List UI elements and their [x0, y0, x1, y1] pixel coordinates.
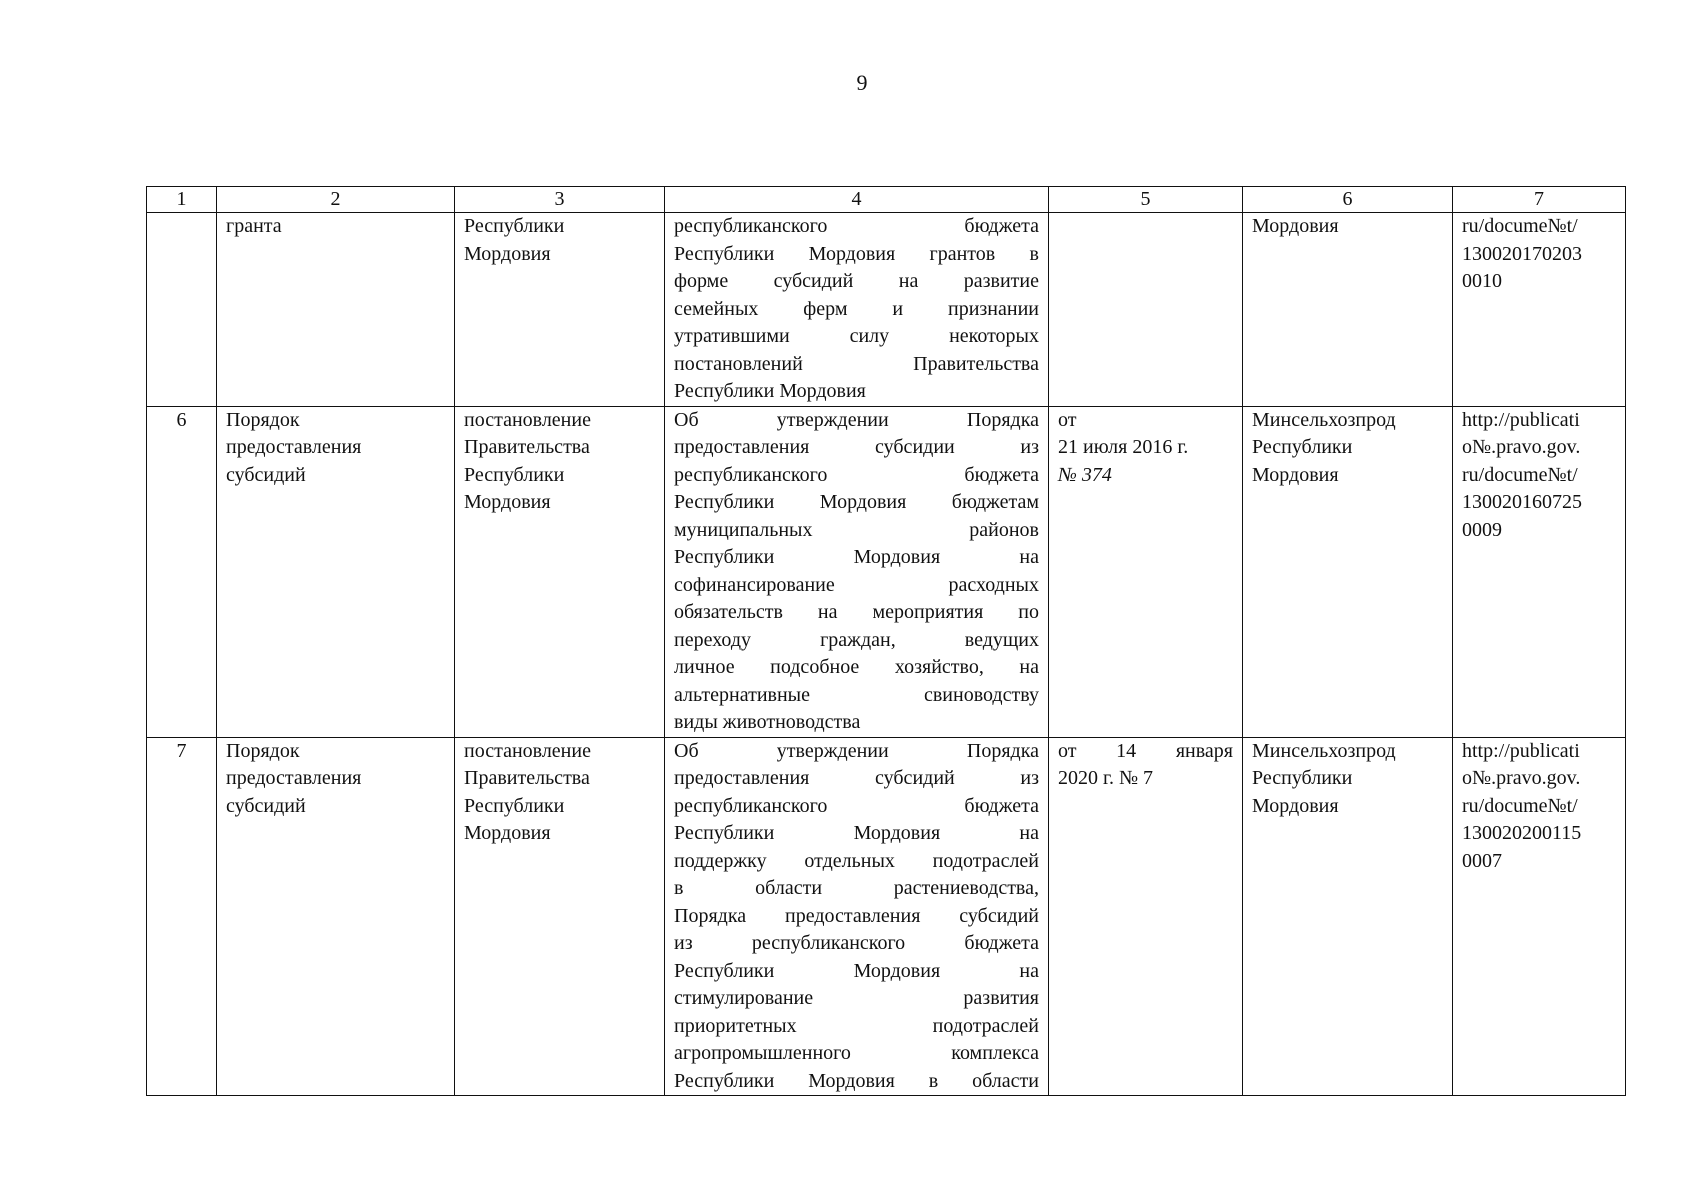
name-line: Порядок [226, 408, 300, 431]
table-row [147, 406, 1626, 737]
link-line: ru/docume№t/ [1462, 794, 1578, 817]
column-header: 1 [147, 187, 217, 213]
row-number-cell: 7 [147, 737, 217, 1096]
column-header: 3 [455, 187, 665, 213]
link-line: ru/docume№t/ [1462, 215, 1578, 237]
title-line: личное подсобное хозяйство, на [674, 656, 1039, 678]
date-cell [1049, 737, 1243, 1096]
name-line: гранта [226, 215, 282, 237]
date-cell [1049, 213, 1243, 407]
link-line: 0009 [1462, 518, 1502, 541]
title-line: Республики Мордовия в области [674, 1069, 1039, 1092]
doc-type-line: Республики [464, 215, 565, 237]
table-header-row [147, 187, 1626, 213]
title-line: Об утверждении Порядка [674, 408, 1039, 431]
title-line: форме субсидий на развитие [674, 270, 1039, 292]
link-cell [1453, 737, 1626, 1096]
date-line: от [1058, 408, 1077, 431]
link-line: 0007 [1462, 849, 1502, 872]
title-line: софинансирование расходных [674, 573, 1039, 596]
title-line: переходу граждан, ведущих [674, 628, 1039, 651]
title-line: Республики Мордовия на [674, 959, 1039, 982]
title-line: Республики Мордовия [674, 380, 866, 402]
link-cell [1453, 406, 1626, 737]
title-cell [665, 406, 1049, 737]
doc-type-line: Республики [464, 463, 565, 486]
doc-type-line: Правительства [464, 436, 590, 458]
title-line: семейных ферм и признании [674, 297, 1039, 320]
title-line: республиканского бюджета [674, 463, 1039, 486]
link-line: o№.pravo.gov. [1462, 767, 1581, 789]
title-line: республиканского бюджета [674, 794, 1039, 817]
table-row [147, 213, 1626, 407]
column-header: 6 [1243, 187, 1453, 213]
title-line: Республики Мордовия на [674, 546, 1039, 568]
link-line: http://publicati [1462, 739, 1580, 762]
title-line: утратившими силу некоторых [674, 325, 1039, 347]
date-line: от 14 января [1058, 739, 1233, 762]
title-line: альтернативные свиноводству [674, 683, 1039, 706]
link-line: http://publicati [1462, 408, 1580, 431]
date-line: 2020 г. № 7 [1058, 767, 1154, 789]
column-header: 4 [665, 187, 1049, 213]
title-line: приоритетных подотраслей [674, 1014, 1039, 1037]
title-line: предоставления субсидии из [674, 436, 1039, 458]
table-row [147, 737, 1626, 1096]
doc-type-line: Мордовия [464, 242, 551, 265]
agency-cell [1243, 406, 1453, 737]
title-cell [665, 213, 1049, 407]
title-line: из республиканского бюджета [674, 932, 1039, 954]
doc-type-cell [455, 406, 665, 737]
column-header: 7 [1453, 187, 1626, 213]
doc-type-cell [455, 737, 665, 1096]
name-line: субсидий [226, 794, 306, 817]
agency-line: Мордовия [1252, 215, 1339, 237]
row-number-cell [147, 213, 217, 407]
name-cell [217, 213, 455, 407]
date-line: 21 июля 2016 г. [1058, 436, 1189, 458]
agency-line: Мордовия [1252, 794, 1339, 817]
title-cell [665, 737, 1049, 1096]
name-cell [217, 406, 455, 737]
agency-line: Республики [1252, 767, 1353, 789]
title-line: агропромышленного комплекса [674, 1042, 1039, 1064]
name-line: предоставления [226, 767, 362, 789]
title-line: Об утверждении Порядка [674, 739, 1039, 762]
doc-type-line: постановление [464, 408, 591, 431]
title-line: предоставления субсидий из [674, 767, 1039, 789]
agency-cell [1243, 213, 1453, 407]
doc-type-line: Республики [464, 794, 565, 817]
title-line: обязательств на мероприятия по [674, 601, 1039, 623]
doc-type-line: Правительства [464, 767, 590, 789]
title-line: Республики Мордовия на [674, 822, 1039, 844]
link-line: 130020170203 [1462, 242, 1582, 265]
date-cell [1049, 406, 1243, 737]
title-line: поддержку отдельных подотраслей [674, 849, 1039, 872]
agency-cell [1243, 737, 1453, 1096]
row-number-cell: 6 [147, 406, 217, 737]
link-line: 130020200115 [1462, 822, 1582, 844]
title-line: постановлений Правительства [674, 352, 1039, 375]
title-line: стимулирование развития [674, 987, 1039, 1009]
link-cell [1453, 213, 1626, 407]
doc-type-cell [455, 213, 665, 407]
agency-line: Минсельхозпрод [1252, 739, 1396, 762]
agency-line: Республики [1252, 436, 1353, 458]
title-line: муниципальных районов [674, 518, 1039, 541]
doc-type-line: Мордовия [464, 822, 551, 844]
name-cell [217, 737, 455, 1096]
title-line: виды животноводства [674, 711, 861, 733]
title-line: Республики Мордовия бюджетам [674, 491, 1039, 513]
agency-line: Мордовия [1252, 463, 1339, 486]
name-line: субсидий [226, 463, 306, 486]
title-line: республиканского бюджета [674, 215, 1039, 237]
link-line: ru/docume№t/ [1462, 463, 1578, 486]
link-line: 130020160725 [1462, 491, 1582, 513]
link-line: o№.pravo.gov. [1462, 436, 1581, 458]
agency-line: Минсельхозпрод [1252, 408, 1396, 431]
document-table [146, 186, 1626, 1096]
date-line: № 374 [1058, 463, 1112, 486]
name-line: предоставления [226, 436, 362, 458]
name-line: Порядок [226, 739, 300, 762]
title-line: в области растениеводства, [674, 877, 1039, 899]
doc-type-line: Мордовия [464, 491, 551, 513]
page-number: 9 [856, 70, 868, 95]
doc-type-line: постановление [464, 739, 591, 762]
column-header: 5 [1049, 187, 1243, 213]
title-line: Порядка предоставления субсидий [674, 904, 1039, 927]
column-header: 2 [217, 187, 455, 213]
link-line: 0010 [1462, 270, 1502, 292]
title-line: Республики Мордовия грантов в [674, 242, 1039, 265]
